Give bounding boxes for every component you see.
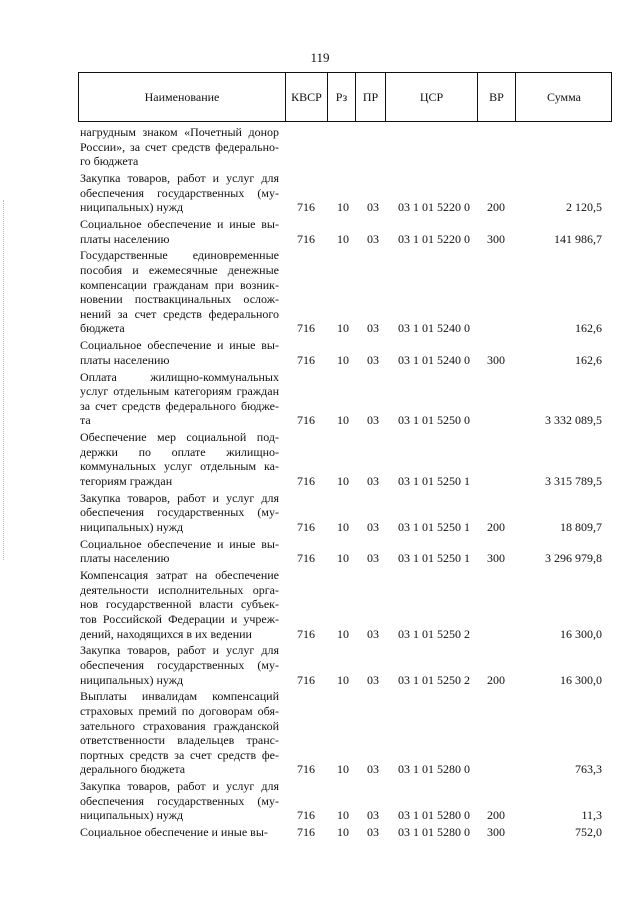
csr-cell: 03 1 01 5250 2	[398, 672, 470, 687]
row-name-line: коммунальных услуг отдельным ка-	[80, 459, 279, 474]
row-name-line: ниципальных) нужд	[80, 200, 184, 215]
table-row	[0, 689, 640, 777]
sum-cell: 18 809,7	[560, 519, 602, 534]
row-name-line: Выплаты инвалидам компенсаций	[80, 689, 279, 704]
page-number: 119	[310, 50, 330, 65]
margin-mark	[3, 200, 5, 560]
sum-cell: 11,3	[581, 808, 602, 823]
row-name	[80, 171, 279, 215]
row-name-line: бюджета	[80, 321, 125, 336]
row-name	[80, 430, 279, 488]
row-name-line: нений за счет средств федерального	[80, 306, 279, 321]
pr-cell: 03	[367, 551, 379, 566]
pr-cell: 03	[367, 231, 379, 246]
header-pr: ПР	[362, 90, 379, 104]
csr-cell: 03 1 01 5250 1	[398, 473, 470, 488]
csr-cell: 03 1 01 5240 0	[398, 352, 470, 367]
row-name	[80, 248, 279, 336]
row-name-line: ниципальных) нужд	[80, 672, 184, 687]
kvsr-cell: 716	[297, 231, 315, 246]
pr-cell: 03	[367, 473, 379, 488]
pr-cell: 03	[367, 519, 379, 534]
pr-cell: 03	[367, 762, 379, 777]
row-name-line: компенсации гражданам при возник-	[80, 277, 279, 292]
row-name-line: услуг отдельным категориям граждан	[80, 384, 279, 399]
row-name-line: Закупка товаров, работ и услуг для	[80, 490, 279, 505]
kvsr-cell: 716	[297, 672, 315, 687]
row-name	[80, 491, 279, 535]
header-csr: ЦСР	[419, 90, 444, 104]
row-name-line: Закупка товаров, работ и услуг для	[80, 171, 279, 185]
csr-cell: 03 1 01 5280 0	[398, 762, 470, 777]
rz-cell: 10	[337, 551, 349, 566]
vr-cell: 300	[487, 231, 505, 246]
csr-cell: 03 1 01 5220 0	[398, 231, 470, 246]
table-row	[0, 430, 640, 488]
table-row	[0, 491, 640, 535]
pr-cell: 03	[367, 321, 379, 336]
vr-cell: 200	[487, 519, 505, 534]
row-name-line: нагрудным знаком «Почетный донор	[80, 125, 279, 139]
kvsr-cell: 716	[297, 352, 315, 367]
table-row	[0, 171, 640, 215]
row-name-line: платы населению	[80, 352, 170, 367]
row-name-line: платы населению	[80, 231, 170, 246]
row-name-line: Социальное обеспечение и иные вы-	[80, 217, 279, 231]
sum-cell: 2 120,5	[566, 200, 602, 215]
row-name-line: за счет средств федерального бюдже-	[80, 398, 279, 413]
csr-cell: 03 1 01 5280 0	[398, 825, 470, 840]
row-name-line: новении поствакцинальных ослож-	[80, 292, 279, 307]
table-header	[78, 72, 612, 122]
row-name-line: ответственности владельцев транс-	[80, 733, 279, 748]
sum-cell: 3 332 089,5	[545, 413, 602, 428]
rz-cell: 10	[337, 231, 349, 246]
table-row	[0, 568, 640, 641]
table-row	[0, 248, 640, 336]
rz-cell: 10	[337, 672, 349, 687]
row-name-line: России», за счет средств федерально-	[80, 139, 279, 154]
sum-cell: 3 296 979,8	[545, 551, 602, 566]
kvsr-cell: 716	[297, 762, 315, 777]
csr-cell: 03 1 01 5250 1	[398, 551, 470, 566]
row-name	[80, 537, 279, 566]
row-name-line: тов Российской Федерации и учреж-	[80, 611, 279, 626]
row-name-line: обеспечения государственных (му-	[80, 505, 279, 520]
table-row	[0, 825, 640, 840]
row-name-line: дений, находящихся в их ведении	[80, 626, 252, 641]
row-name-line: пособия и ежемесячные денежные	[80, 262, 279, 277]
row-name-line: Социальное обеспечение и иные вы-	[80, 338, 279, 353]
header-sum: Сумма	[547, 90, 581, 104]
row-name-line: го бюджета	[80, 154, 139, 169]
sum-cell: 141 986,7	[554, 231, 602, 246]
kvsr-cell: 716	[297, 321, 315, 336]
row-name	[80, 689, 279, 777]
kvsr-cell: 716	[297, 551, 315, 566]
row-name	[80, 779, 279, 823]
row-name	[80, 825, 279, 840]
rz-cell: 10	[337, 473, 349, 488]
vr-cell: 200	[487, 672, 505, 687]
rz-cell: 10	[337, 626, 349, 641]
header-kvsr: КВСР	[291, 90, 322, 104]
vr-cell: 200	[487, 808, 505, 823]
kvsr-cell: 716	[297, 413, 315, 428]
table-row	[0, 125, 640, 169]
table-row	[0, 338, 640, 367]
kvsr-cell: 716	[297, 200, 315, 215]
row-name-line: та	[80, 413, 91, 428]
rz-cell: 10	[337, 825, 349, 840]
rz-cell: 10	[337, 200, 349, 215]
row-name-line: ниципальных) нужд	[80, 519, 184, 534]
vr-cell: 300	[487, 825, 505, 840]
vr-cell: 300	[487, 551, 505, 566]
table-row	[0, 643, 640, 687]
row-name-line: ниципальных) нужд	[80, 808, 184, 823]
row-name	[80, 370, 279, 428]
table-row	[0, 370, 640, 428]
pr-cell: 03	[367, 200, 379, 215]
row-name-line: обеспечения государственных (му-	[80, 185, 279, 200]
pr-cell: 03	[367, 672, 379, 687]
row-name	[80, 125, 279, 169]
row-name	[80, 643, 279, 687]
csr-cell: 03 1 01 5220 0	[398, 200, 470, 215]
sum-cell: 162,6	[575, 321, 602, 336]
kvsr-cell: 716	[297, 808, 315, 823]
kvsr-cell: 716	[297, 473, 315, 488]
row-name-line: Социальное обеспечение и иные вы-	[80, 536, 279, 551]
row-name-line: нов государственной власти субъек-	[80, 597, 279, 612]
sum-cell: 16 300,0	[560, 672, 602, 687]
sum-cell: 752,0	[575, 825, 602, 840]
row-name-line: дерального бюджета	[80, 762, 186, 777]
row-name-line: тегориям граждан	[80, 473, 173, 488]
row-name-line: Обеспечение мер социальной под-	[80, 430, 279, 445]
row-name-line: обеспечения государственных (му-	[80, 793, 279, 808]
kvsr-cell: 716	[297, 519, 315, 534]
row-name-line: портных средств за счет средств фе-	[80, 747, 279, 762]
rz-cell: 10	[337, 321, 349, 336]
rz-cell: 10	[337, 413, 349, 428]
row-name	[80, 568, 279, 641]
rz-cell: 10	[337, 352, 349, 367]
csr-cell: 03 1 01 5240 0	[398, 321, 470, 336]
row-name-line: Закупка товаров, работ и услуг для	[80, 779, 279, 794]
header-rz: Рз	[335, 90, 348, 104]
row-name-line: Социальное обеспечение и иные вы-	[80, 825, 268, 840]
rz-cell: 10	[337, 762, 349, 777]
kvsr-cell: 716	[297, 626, 315, 641]
pr-cell: 03	[367, 413, 379, 428]
pr-cell: 03	[367, 808, 379, 823]
csr-cell: 03 1 01 5250 0	[398, 413, 470, 428]
row-name-line: Закупка товаров, работ и услуг для	[80, 643, 279, 658]
sum-cell: 3 315 789,5	[545, 473, 602, 488]
sum-cell: 16 300,0	[560, 626, 602, 641]
row-name-line: Компенсация затрат на обеспечение	[80, 568, 279, 583]
table-row	[0, 779, 640, 823]
row-name-line: платы населению	[80, 551, 170, 566]
row-name-line: Государственные единовременные	[80, 248, 279, 263]
row-name-line: зательного страхования гражданской	[80, 718, 279, 733]
header-name: Наименование	[144, 90, 220, 104]
row-name-line: Оплата жилищно-коммунальных	[80, 369, 279, 384]
rz-cell: 10	[337, 808, 349, 823]
pr-cell: 03	[367, 825, 379, 840]
csr-cell: 03 1 01 5250 1	[398, 519, 470, 534]
kvsr-cell: 716	[297, 825, 315, 840]
sum-cell: 763,3	[575, 762, 602, 777]
table-row	[0, 537, 640, 566]
vr-cell: 200	[487, 200, 505, 215]
table-row	[0, 217, 640, 246]
rz-cell: 10	[337, 519, 349, 534]
row-name-line: деятельности исполнительных орга-	[80, 582, 279, 597]
csr-cell: 03 1 01 5280 0	[398, 808, 470, 823]
vr-cell: 300	[487, 352, 505, 367]
csr-cell: 03 1 01 5250 2	[398, 626, 470, 641]
header-vr: ВР	[489, 90, 504, 104]
row-name	[80, 338, 279, 367]
row-name-line: обеспечения государственных (му-	[80, 657, 279, 672]
sum-cell: 162,6	[575, 352, 602, 367]
row-name	[80, 217, 279, 246]
pr-cell: 03	[367, 352, 379, 367]
pr-cell: 03	[367, 626, 379, 641]
row-name-line: страховых премий по договорам обя-	[80, 703, 279, 718]
row-name-line: держки по оплате жилищно-	[80, 444, 279, 459]
